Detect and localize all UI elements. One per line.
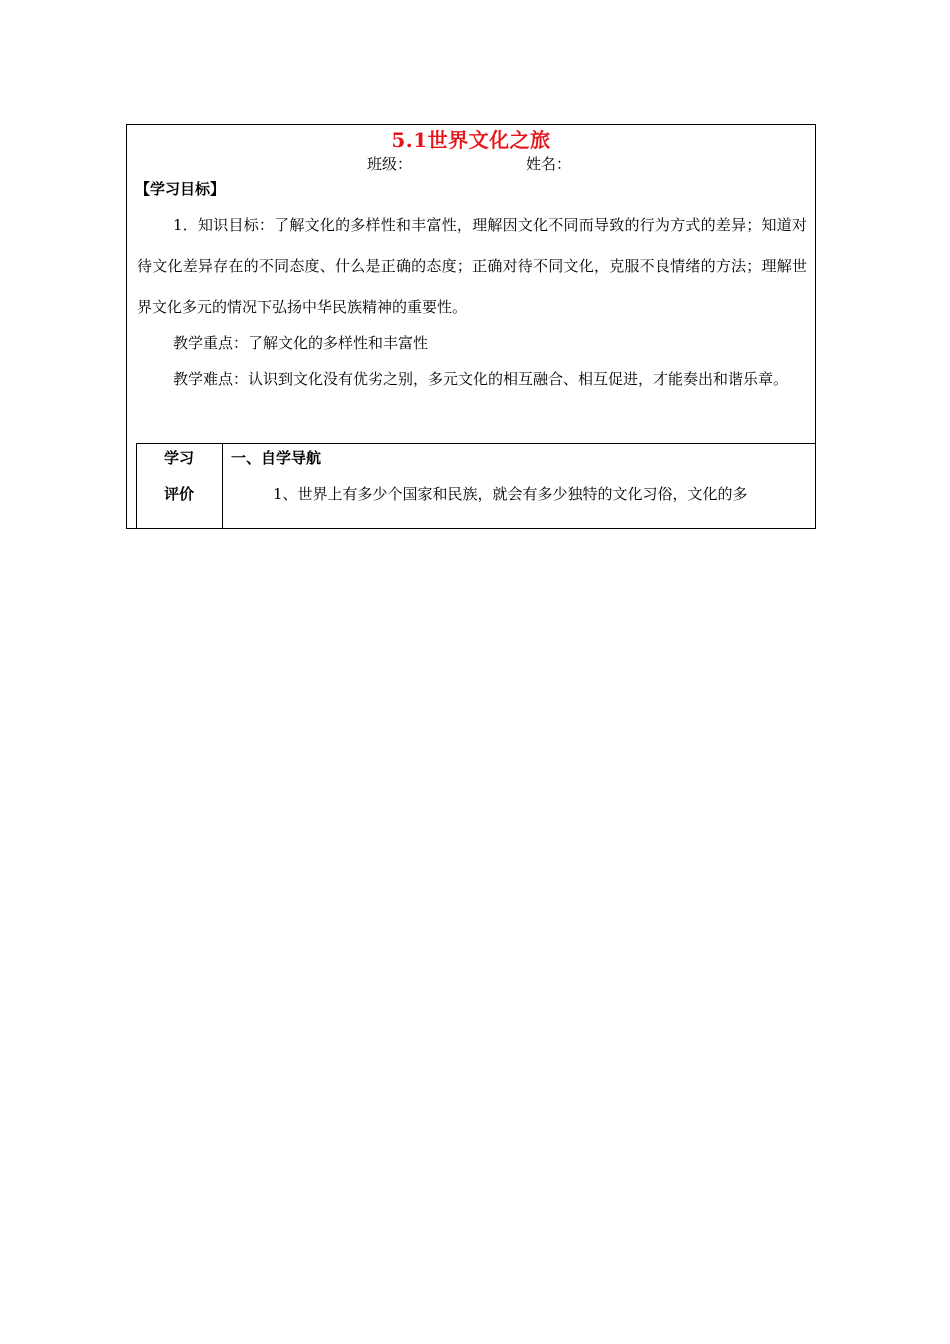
section-divider: [136, 443, 815, 444]
evaluation-label-line2: 评价: [163, 485, 194, 503]
self-study-item-1: 1、世界上有多少个国家和民族，就会有多少独特的文化习俗，文化的多: [273, 485, 748, 503]
class-label: 班级：: [367, 155, 413, 173]
evaluation-label-line1: 学习: [163, 449, 194, 467]
teaching-difficulty-paragraph: 教学难点：认识到文化没有优劣之别，多元文化的相互融合、相互促进，才能奏出和谐乐章。: [173, 370, 789, 388]
page-title: 5.1世界文化之旅: [391, 128, 551, 152]
teaching-focus-paragraph: 教学重点：了解文化的多样性和丰富性: [173, 334, 429, 352]
worksheet-table: [126, 124, 816, 529]
name-label: 姓名：: [526, 155, 572, 173]
objectives-heading: 【学习目标】: [135, 180, 226, 198]
self-study-heading: 一、自学导航: [231, 449, 322, 467]
knowledge-goal-paragraph: 1．知识目标：了解文化的多样性和丰富性，理解因文化不同而导致的行为方式的差异；知道对待文化差异存在的不同态度、什么是正确的态度；正确对待不同文化，克服不良情绪的方法；理解世界文化多元的情况下弘扬中华民族精神的重要性。: [137, 216, 807, 316]
evaluation-column-divider: [222, 443, 223, 528]
